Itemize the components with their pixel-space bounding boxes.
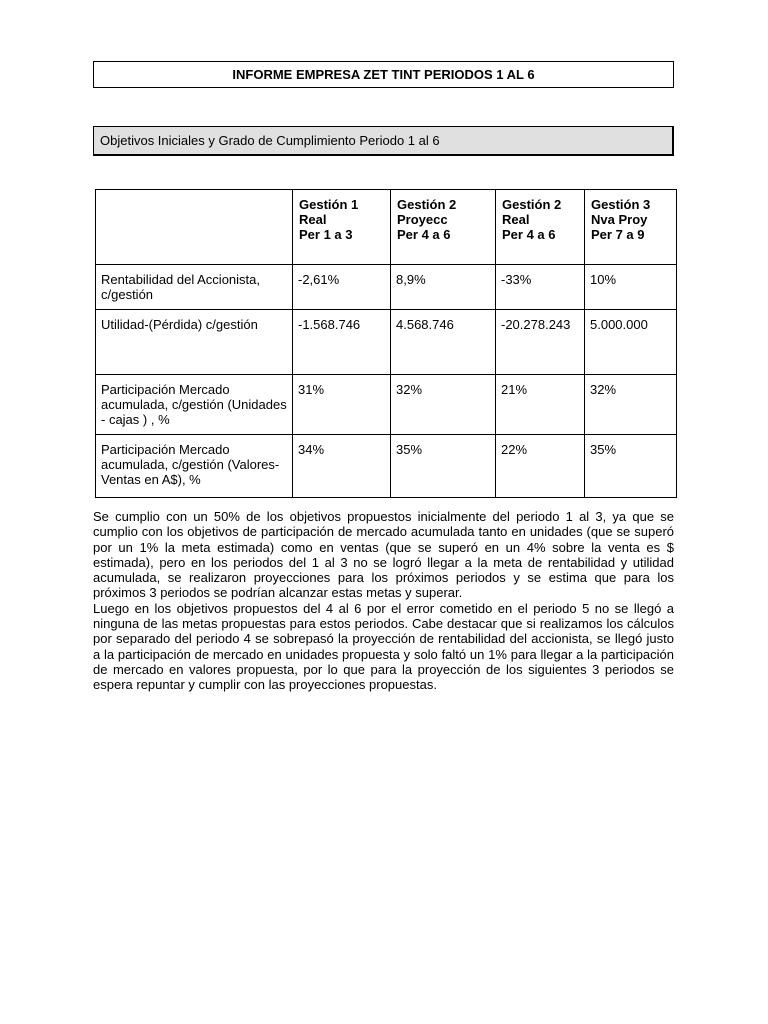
analysis-text: [93, 509, 674, 693]
header-gestion-1: [293, 190, 391, 265]
table-cell: -1.568.746: [293, 310, 391, 375]
header-gestion-2-proyecc: [391, 190, 496, 265]
table-cell: 31%: [293, 375, 391, 435]
row-label: Participación Mercado acumulada, c/gestión (Valores- Ventas en A$), %: [96, 435, 293, 498]
row-label: Utilidad-(Pérdida) c/gestión: [96, 310, 293, 375]
objectives-table: [95, 189, 677, 498]
header-line: Gestión 3: [591, 197, 651, 212]
table-cell: 21%: [496, 375, 585, 435]
section-subtitle: Objetivos Iniciales y Grado de Cumplimiento Periodo 1 al 6: [93, 126, 674, 156]
row-label: Rentabilidad del Accionista, c/gestión: [96, 265, 293, 310]
table-cell: 32%: [391, 375, 496, 435]
table-row: [96, 310, 677, 375]
table-cell: 35%: [391, 435, 496, 498]
table-cell: 34%: [293, 435, 391, 498]
header-line: Real: [502, 212, 530, 227]
table-cell: 32%: [585, 375, 677, 435]
header-line: Per 4 a 6: [502, 227, 556, 242]
report-title: INFORME EMPRESA ZET TINT PERIODOS 1 AL 6: [93, 61, 674, 88]
table-cell: 4.568.746: [391, 310, 496, 375]
header-line: Per 4 a 6: [397, 227, 451, 242]
table-row: [96, 265, 677, 310]
header-line: Per 1 a 3: [299, 227, 353, 242]
header-line: Real: [299, 212, 327, 227]
table-cell: -33%: [496, 265, 585, 310]
header-line: Gestión 2: [397, 197, 457, 212]
header-line: Proyecc: [397, 212, 448, 227]
header-line: Gestión 1: [299, 197, 359, 212]
table-cell: 35%: [585, 435, 677, 498]
table-cell: 22%: [496, 435, 585, 498]
paragraph: Se cumplio con un 50% de los objetivos propuestos inicialmente del periodo 1 al 3, ya que se cumplio con los objetivos de participación de mercado acumulada tanto en unidades (que se superó por un 1% la meta estimada) como en ventas (que se superó en un 4% sobre la venta es $ estimada), pero en los periodos del 1 al 3 no se logró llegar a la meta de rentabilidad y utilidad acumulada, se realizaron proyecciones para los próximos periodos y se estima que para los próximos 3 periodos se podrían alcanzar estas metas y superar.: [93, 509, 674, 601]
table-cell: -2,61%: [293, 265, 391, 310]
table-row: [96, 375, 677, 435]
header-empty-cell: [96, 190, 293, 265]
table-header-row: [96, 190, 677, 265]
table-cell: 10%: [585, 265, 677, 310]
table-cell: -20.278.243: [496, 310, 585, 375]
header-gestion-2-real: [496, 190, 585, 265]
table-row: [96, 435, 677, 498]
table-cell: 8,9%: [391, 265, 496, 310]
header-line: Gestión 2: [502, 197, 562, 212]
header-gestion-3: [585, 190, 677, 265]
header-line: Per 7 a 9: [591, 227, 645, 242]
header-line: Nva Proy: [591, 212, 648, 227]
paragraph: Luego en los objetivos propuestos del 4 al 6 por el error cometido en el periodo 5 no se llegó a ninguna de las metas propuestas para estos periodos. Cabe destacar que si realizamos los cálculos por separado del periodo 4 se sobrepasó la proyección de rentabilidad del accionista, se llegó justo a la participación de mercado en unidades propuesta y solo faltó un 1% para llegar a la participación de mercado en valores propuesta, por lo que para la proyección de los siguientes 3 periodos se espera repuntar y cumplir con las proyecciones propuestas.: [93, 600, 674, 693]
table-cell: 5.000.000: [585, 310, 677, 375]
row-label: Participación Mercado acumulada, c/gestión (Unidades - cajas ) , %: [96, 375, 293, 435]
